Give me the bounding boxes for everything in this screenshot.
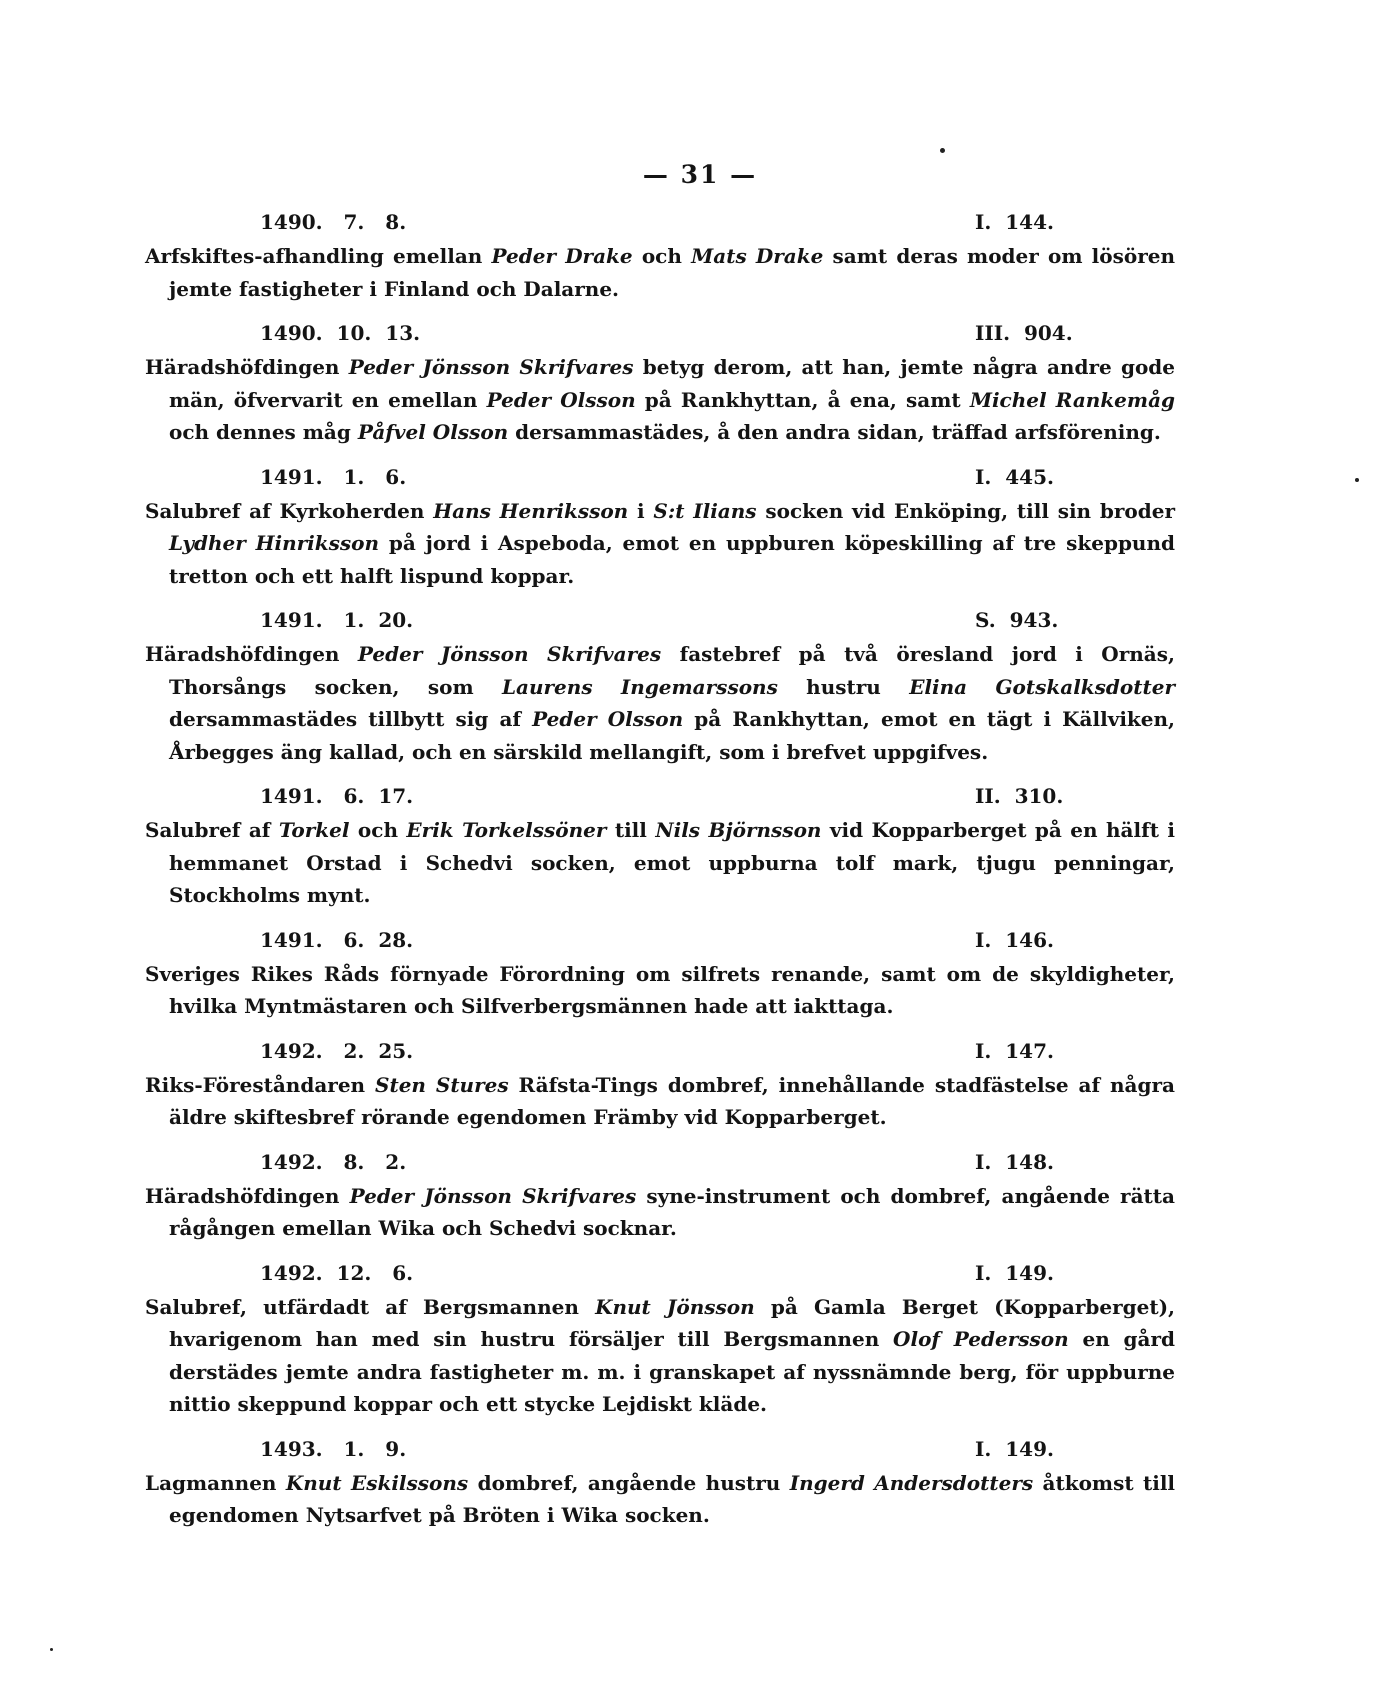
entry-date: 1491. 6. 17.	[260, 784, 414, 808]
entry-reference: I. 445.	[975, 464, 1054, 489]
entry-date: 1492. 8. 2.	[260, 1149, 407, 1174]
page-number: — 31 —	[642, 160, 758, 189]
entry-text: Salubref af Kyrkoherden Hans Henriksson i S:t Ilians socken vid Enköping, till sin broder Lydher Hinriksson på jord i Aspeboda, emot en uppburen köpeskilling af tre skeppund tretton och ett halft lispund koppar.	[145, 498, 1175, 588]
entry	[145, 924, 1175, 1023]
entry-date: 1491. 6. 28.	[260, 927, 414, 952]
scan-speck	[940, 148, 945, 153]
scan-speck	[1355, 478, 1359, 482]
entry	[145, 1257, 1175, 1421]
entry-reference: I. 148.	[975, 1149, 1054, 1174]
entry-reference: III. 904.	[975, 321, 1073, 345]
entry-reference: I. 149.	[975, 1436, 1054, 1461]
entry-text: Arfskiftes-afhandling emellan Peder Drake och Mats Drake samt deras moder om lösören jemte fastigheter i Finland och Dalarne.	[145, 244, 1176, 301]
entry	[145, 780, 1175, 912]
entry-header	[145, 780, 1175, 814]
entry-header	[145, 604, 1175, 638]
entry-reference: I. 147.	[975, 1038, 1054, 1063]
entry	[145, 1433, 1175, 1532]
entry-header	[145, 1035, 1175, 1069]
entry-header	[145, 1146, 1175, 1180]
entry-reference: I. 149.	[975, 1260, 1054, 1285]
entry-reference: I. 144.	[975, 210, 1054, 234]
entry-header	[145, 317, 1175, 351]
entry-text: Lagmannen Knut Eskilssons dombref, angående hustru Ingerd Andersdotters åtkomst till egendomen Nytsarfvet på Bröten i Wika socken.	[145, 1470, 1176, 1527]
entry-text: Sveriges Rikes Råds förnyade Förordning om silfrets renande, samt om de skyldigheter, hvilka Myntmästaren och Silfverbergsmännen hade att iakttaga.	[145, 961, 1175, 1018]
entry-text: Salubref af Torkel och Erik Torkelssöner till Nils Björnsson vid Kopparberget på en hälft i hemmanet Orstad i Schedvi socken, emot uppburna tolf mark, tjugu penningar, Stockholms mynt.	[145, 818, 1175, 907]
entry-header	[145, 461, 1175, 495]
entry	[145, 317, 1175, 449]
entry-list	[145, 206, 1175, 1544]
entry	[145, 206, 1175, 305]
entry-date: 1491. 1. 6.	[260, 464, 407, 489]
entry	[145, 1035, 1175, 1134]
entry-text: Salubref, utfärdadt af Bergsmannen Knut Jönsson på Gamla Berget (Kopparberget), hvarigenom han med sin hustru försäljer till Bergsmannen Olof Pedersson en gård derstädes jemte andra fastigheter m. m. i granskapet af nyssnämnde berg, för uppburne nittio skeppund koppar och ett stycke Lejdiskt kläde.	[145, 1294, 1176, 1416]
entry	[145, 1146, 1175, 1245]
entry	[145, 604, 1175, 768]
entry-date: 1492. 12. 6.	[260, 1260, 414, 1285]
entry-text: Häradshöfdingen Peder Jönsson Skrifvares syne-instrument och dombref, angående rätta rågången emellan Wika och Schedvi socknar.	[145, 1183, 1175, 1240]
entry-reference: S. 943.	[975, 608, 1059, 632]
entry-date: 1492. 2. 25.	[260, 1038, 414, 1063]
entry-text: Häradshöfdingen Peder Jönsson Skrifvares betyg derom, att han, jemte några andre gode män, öfvervarit en emellan Peder Olsson på Rankhyttan, å ena, samt Michel Rankemåg och dennes måg Påfvel Olsson dersammastädes, å den andra sidan, träffad arfsförening.	[145, 355, 1176, 444]
scan-speck	[50, 1648, 53, 1651]
entry-text: Häradshöfdingen Peder Jönsson Skrifvares fastebref på två öresland jord i Ornäs, Thorsångs socken, som Laurens Ingemarssons hustru Elina Gotskalksdotter dersammastädes tillbytt sig af Peder Olsson på Rankhyttan, emot en tägt i Källviken, Årbegges äng kallad, och en särskild mellangift, som i brefvet uppgifves.	[145, 642, 1176, 764]
entry-date: 1490. 10. 13.	[260, 321, 421, 345]
entry	[145, 461, 1175, 593]
entry-date: 1493. 1. 9.	[260, 1436, 407, 1461]
entry-header	[145, 924, 1175, 958]
entry-reference: I. 146.	[975, 927, 1054, 952]
entry-text: Riks-Föreståndaren Sten Stures Räfsta-Tings dombref, innehållande stadfästelse af några äldre skiftesbref rörande egendomen Främby vid Kopparberget.	[145, 1072, 1175, 1129]
entry-reference: II. 310.	[975, 784, 1064, 808]
entry-header	[145, 206, 1175, 240]
entry-header	[145, 1433, 1175, 1467]
entry-header	[145, 1257, 1175, 1291]
entry-date: 1491. 1. 20.	[260, 608, 414, 632]
entry-date: 1490. 7. 8.	[260, 210, 407, 234]
